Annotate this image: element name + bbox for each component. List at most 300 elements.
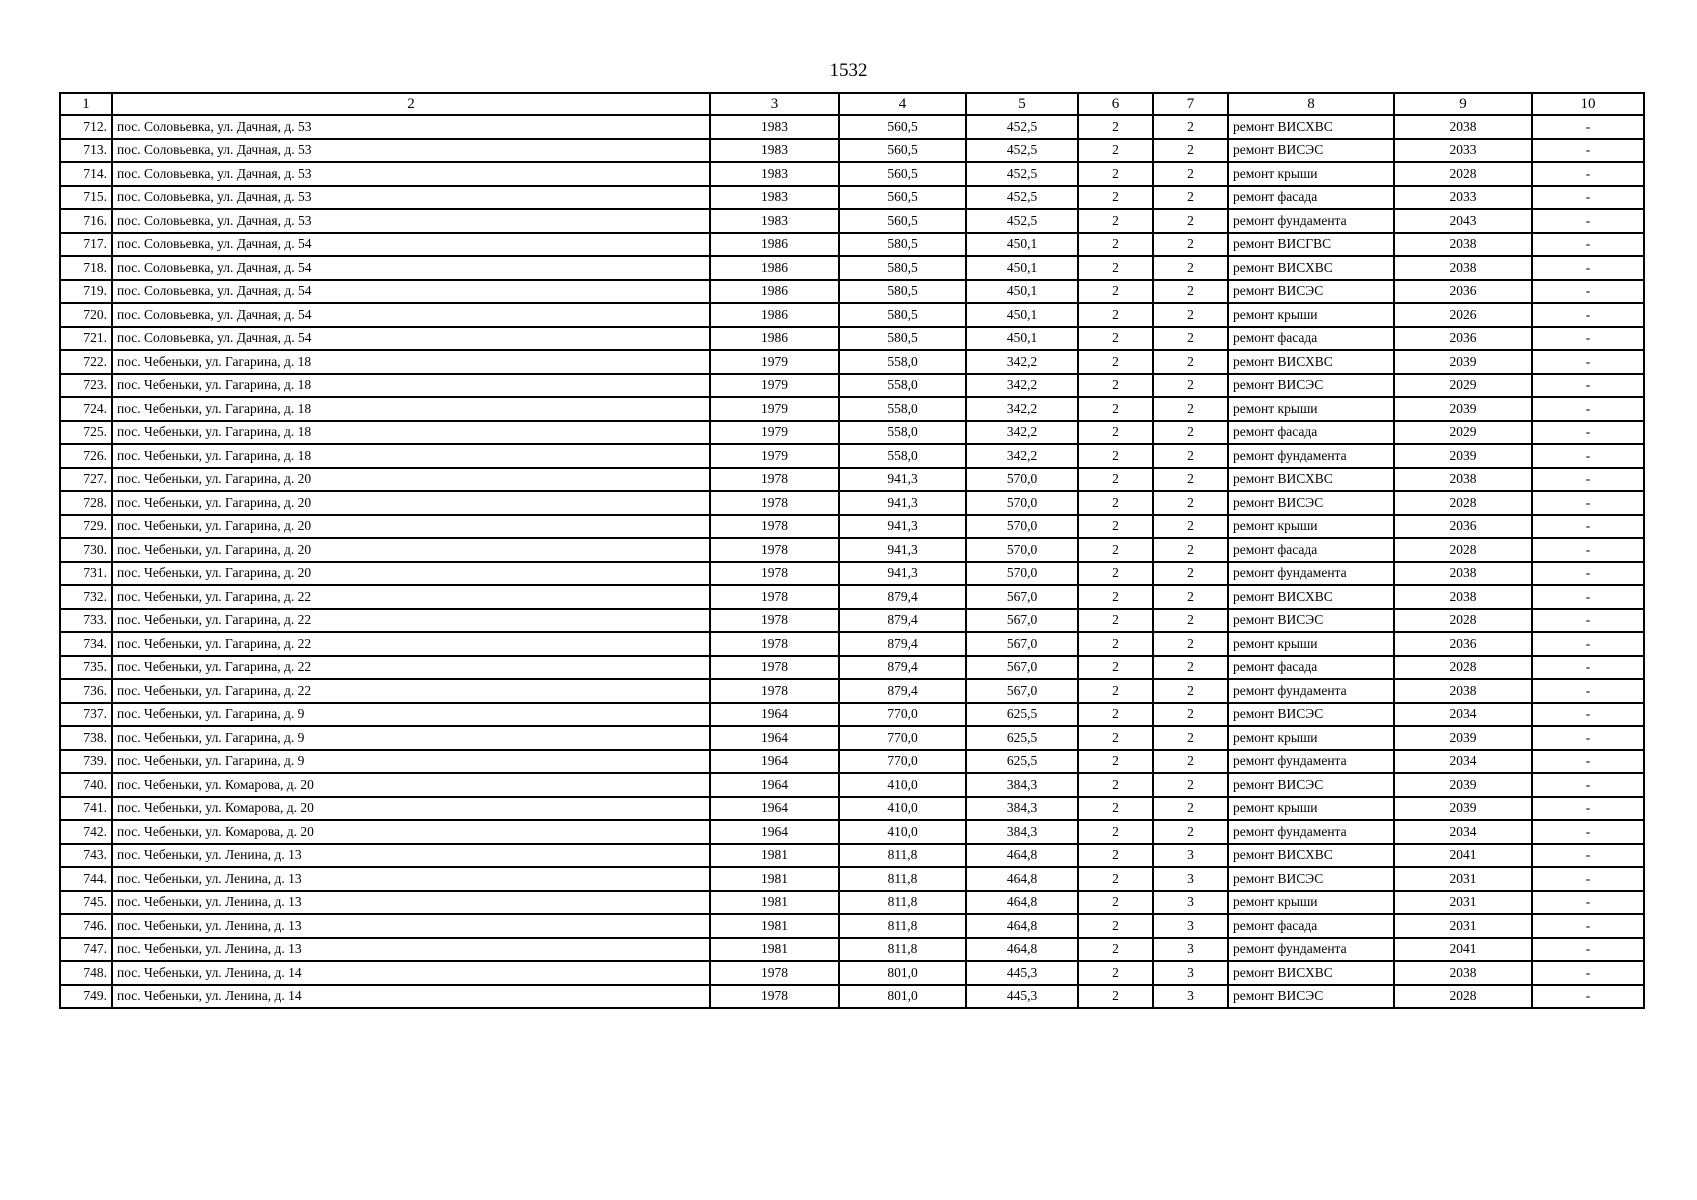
table-row: [60, 280, 1644, 304]
table-row: [60, 609, 1644, 633]
cell-floors: 2: [1078, 350, 1153, 374]
cell-build-year: 1979: [710, 350, 839, 374]
cell-work-type: ремонт фундамента: [1228, 750, 1394, 774]
cell-total-area: 811,8: [839, 914, 966, 938]
cell-build-year: 1978: [710, 468, 839, 492]
table-row: [60, 139, 1644, 163]
cell-planned-year: 2029: [1394, 374, 1532, 398]
table-row: [60, 703, 1644, 727]
cell-work-type: ремонт фасада: [1228, 327, 1394, 351]
cell-build-year: 1978: [710, 961, 839, 985]
cell-floors: 2: [1078, 773, 1153, 797]
cell-planned-year: 2039: [1394, 397, 1532, 421]
cell-row-number: 729.: [60, 515, 112, 539]
cell-address: пос. Чебеньки, ул. Ленина, д. 13: [112, 891, 710, 915]
table-row: [60, 985, 1644, 1009]
cell-planned-year: 2038: [1394, 961, 1532, 985]
cell-note: -: [1532, 256, 1644, 280]
cell-entrances: 2: [1153, 139, 1228, 163]
cell-planned-year: 2038: [1394, 585, 1532, 609]
cell-total-area: 560,5: [839, 186, 966, 210]
cell-row-number: 745.: [60, 891, 112, 915]
column-header-5: 5: [966, 93, 1078, 115]
cell-work-type: ремонт ВИСЭС: [1228, 703, 1394, 727]
cell-build-year: 1981: [710, 844, 839, 868]
cell-living-area: 450,1: [966, 303, 1078, 327]
cell-living-area: 570,0: [966, 491, 1078, 515]
cell-floors: 2: [1078, 538, 1153, 562]
cell-row-number: 717.: [60, 233, 112, 257]
cell-total-area: 811,8: [839, 844, 966, 868]
cell-planned-year: 2028: [1394, 609, 1532, 633]
cell-planned-year: 2031: [1394, 891, 1532, 915]
cell-entrances: 2: [1153, 256, 1228, 280]
cell-work-type: ремонт ВИСХВС: [1228, 961, 1394, 985]
cell-living-area: 342,2: [966, 374, 1078, 398]
cell-living-area: 450,1: [966, 327, 1078, 351]
table-row: [60, 256, 1644, 280]
cell-build-year: 1983: [710, 186, 839, 210]
cell-floors: 2: [1078, 609, 1153, 633]
cell-planned-year: 2039: [1394, 797, 1532, 821]
cell-build-year: 1979: [710, 397, 839, 421]
cell-living-area: 384,3: [966, 773, 1078, 797]
cell-total-area: 941,3: [839, 515, 966, 539]
cell-address: пос. Соловьевка, ул. Дачная, д. 54: [112, 256, 710, 280]
cell-work-type: ремонт фундамента: [1228, 938, 1394, 962]
cell-note: -: [1532, 562, 1644, 586]
cell-total-area: 801,0: [839, 985, 966, 1009]
cell-build-year: 1964: [710, 797, 839, 821]
cell-address: пос. Чебеньки, ул. Гагарина, д. 20: [112, 491, 710, 515]
cell-work-type: ремонт ВИСЭС: [1228, 139, 1394, 163]
cell-living-area: 452,5: [966, 209, 1078, 233]
cell-build-year: 1981: [710, 914, 839, 938]
cell-total-area: 811,8: [839, 938, 966, 962]
cell-total-area: 580,5: [839, 303, 966, 327]
cell-entrances: 2: [1153, 609, 1228, 633]
cell-planned-year: 2028: [1394, 656, 1532, 680]
cell-address: пос. Чебеньки, ул. Гагарина, д. 18: [112, 374, 710, 398]
cell-work-type: ремонт ВИСХВС: [1228, 256, 1394, 280]
cell-floors: 2: [1078, 444, 1153, 468]
cell-floors: 2: [1078, 303, 1153, 327]
cell-floors: 2: [1078, 374, 1153, 398]
cell-floors: 2: [1078, 327, 1153, 351]
cell-floors: 2: [1078, 703, 1153, 727]
cell-living-area: 450,1: [966, 280, 1078, 304]
cell-planned-year: 2038: [1394, 233, 1532, 257]
cell-planned-year: 2043: [1394, 209, 1532, 233]
cell-living-area: 452,5: [966, 115, 1078, 139]
cell-note: -: [1532, 327, 1644, 351]
cell-work-type: ремонт ВИСХВС: [1228, 585, 1394, 609]
cell-address: пос. Соловьевка, ул. Дачная, д. 54: [112, 280, 710, 304]
cell-build-year: 1978: [710, 491, 839, 515]
cell-total-area: 558,0: [839, 397, 966, 421]
cell-row-number: 712.: [60, 115, 112, 139]
cell-planned-year: 2038: [1394, 468, 1532, 492]
table-row: [60, 162, 1644, 186]
cell-entrances: 2: [1153, 209, 1228, 233]
cell-planned-year: 2038: [1394, 115, 1532, 139]
cell-living-area: 464,8: [966, 867, 1078, 891]
table-row: [60, 444, 1644, 468]
cell-note: -: [1532, 397, 1644, 421]
cell-row-number: 713.: [60, 139, 112, 163]
cell-address: пос. Чебеньки, ул. Гагарина, д. 22: [112, 609, 710, 633]
cell-planned-year: 2034: [1394, 820, 1532, 844]
cell-living-area: 384,3: [966, 820, 1078, 844]
cell-floors: 2: [1078, 914, 1153, 938]
cell-row-number: 749.: [60, 985, 112, 1009]
cell-entrances: 2: [1153, 773, 1228, 797]
cell-row-number: 719.: [60, 280, 112, 304]
repair-schedule-table: [59, 92, 1645, 1009]
cell-build-year: 1986: [710, 256, 839, 280]
cell-address: пос. Соловьевка, ул. Дачная, д. 54: [112, 233, 710, 257]
table-row: [60, 115, 1644, 139]
cell-floors: 2: [1078, 491, 1153, 515]
cell-work-type: ремонт ВИСЭС: [1228, 609, 1394, 633]
cell-row-number: 741.: [60, 797, 112, 821]
cell-address: пос. Чебеньки, ул. Гагарина, д. 20: [112, 562, 710, 586]
cell-planned-year: 2041: [1394, 844, 1532, 868]
cell-entrances: 2: [1153, 585, 1228, 609]
cell-total-area: 560,5: [839, 115, 966, 139]
cell-total-area: 580,5: [839, 280, 966, 304]
cell-entrances: 2: [1153, 515, 1228, 539]
cell-planned-year: 2028: [1394, 162, 1532, 186]
column-header-7: 7: [1153, 93, 1228, 115]
cell-build-year: 1978: [710, 985, 839, 1009]
cell-living-area: 452,5: [966, 186, 1078, 210]
cell-entrances: 2: [1153, 632, 1228, 656]
cell-note: -: [1532, 280, 1644, 304]
table-row: [60, 209, 1644, 233]
cell-address: пос. Чебеньки, ул. Ленина, д. 14: [112, 961, 710, 985]
table-row: [60, 914, 1644, 938]
table-row: [60, 773, 1644, 797]
cell-row-number: 715.: [60, 186, 112, 210]
cell-floors: 2: [1078, 115, 1153, 139]
cell-living-area: 342,2: [966, 421, 1078, 445]
cell-entrances: 2: [1153, 726, 1228, 750]
cell-planned-year: 2034: [1394, 703, 1532, 727]
cell-floors: 2: [1078, 256, 1153, 280]
table-row: [60, 468, 1644, 492]
cell-total-area: 558,0: [839, 350, 966, 374]
cell-planned-year: 2028: [1394, 491, 1532, 515]
cell-floors: 2: [1078, 468, 1153, 492]
cell-floors: 2: [1078, 397, 1153, 421]
cell-living-area: 625,5: [966, 750, 1078, 774]
cell-total-area: 410,0: [839, 773, 966, 797]
cell-work-type: ремонт ВИСЭС: [1228, 773, 1394, 797]
cell-living-area: 452,5: [966, 139, 1078, 163]
cell-address: пос. Чебеньки, ул. Гагарина, д. 9: [112, 750, 710, 774]
cell-build-year: 1978: [710, 632, 839, 656]
cell-row-number: 737.: [60, 703, 112, 727]
cell-total-area: 879,4: [839, 632, 966, 656]
cell-entrances: 3: [1153, 867, 1228, 891]
cell-floors: 2: [1078, 844, 1153, 868]
cell-note: -: [1532, 585, 1644, 609]
cell-build-year: 1978: [710, 562, 839, 586]
cell-floors: 2: [1078, 421, 1153, 445]
cell-note: -: [1532, 609, 1644, 633]
cell-total-area: 879,4: [839, 656, 966, 680]
column-header-10: 10: [1532, 93, 1644, 115]
cell-entrances: 3: [1153, 844, 1228, 868]
cell-note: -: [1532, 797, 1644, 821]
cell-build-year: 1981: [710, 938, 839, 962]
cell-build-year: 1964: [710, 726, 839, 750]
table-row: [60, 397, 1644, 421]
cell-work-type: ремонт фасада: [1228, 656, 1394, 680]
cell-entrances: 2: [1153, 162, 1228, 186]
cell-row-number: 725.: [60, 421, 112, 445]
cell-work-type: ремонт фундамента: [1228, 209, 1394, 233]
cell-total-area: 801,0: [839, 961, 966, 985]
cell-entrances: 2: [1153, 327, 1228, 351]
column-header-9: 9: [1394, 93, 1532, 115]
cell-total-area: 558,0: [839, 444, 966, 468]
cell-note: -: [1532, 656, 1644, 680]
cell-floors: 2: [1078, 632, 1153, 656]
cell-floors: 2: [1078, 139, 1153, 163]
cell-work-type: ремонт ВИСЭС: [1228, 374, 1394, 398]
cell-address: пос. Чебеньки, ул. Гагарина, д. 22: [112, 656, 710, 680]
cell-planned-year: 2029: [1394, 421, 1532, 445]
cell-total-area: 558,0: [839, 421, 966, 445]
cell-build-year: 1986: [710, 303, 839, 327]
cell-total-area: 580,5: [839, 256, 966, 280]
cell-entrances: 2: [1153, 679, 1228, 703]
cell-floors: 2: [1078, 515, 1153, 539]
cell-planned-year: 2028: [1394, 538, 1532, 562]
cell-note: -: [1532, 867, 1644, 891]
cell-note: -: [1532, 632, 1644, 656]
cell-planned-year: 2038: [1394, 562, 1532, 586]
cell-row-number: 734.: [60, 632, 112, 656]
cell-address: пос. Соловьевка, ул. Дачная, д. 53: [112, 209, 710, 233]
cell-work-type: ремонт фундамента: [1228, 679, 1394, 703]
table-row: [60, 186, 1644, 210]
cell-planned-year: 2033: [1394, 139, 1532, 163]
cell-address: пос. Чебеньки, ул. Гагарина, д. 18: [112, 421, 710, 445]
cell-note: -: [1532, 703, 1644, 727]
cell-living-area: 567,0: [966, 656, 1078, 680]
cell-planned-year: 2036: [1394, 515, 1532, 539]
cell-address: пос. Соловьевка, ул. Дачная, д. 53: [112, 162, 710, 186]
cell-entrances: 2: [1153, 421, 1228, 445]
cell-work-type: ремонт ВИСГВС: [1228, 233, 1394, 257]
cell-living-area: 342,2: [966, 397, 1078, 421]
cell-entrances: 2: [1153, 280, 1228, 304]
cell-total-area: 558,0: [839, 374, 966, 398]
cell-living-area: 625,5: [966, 703, 1078, 727]
cell-note: -: [1532, 844, 1644, 868]
cell-row-number: 718.: [60, 256, 112, 280]
cell-address: пос. Соловьевка, ул. Дачная, д. 54: [112, 303, 710, 327]
cell-living-area: 567,0: [966, 585, 1078, 609]
cell-planned-year: 2034: [1394, 750, 1532, 774]
cell-living-area: 625,5: [966, 726, 1078, 750]
page-number: 1532: [829, 60, 868, 81]
table-body: [60, 115, 1644, 1008]
cell-floors: 2: [1078, 867, 1153, 891]
cell-living-area: 570,0: [966, 468, 1078, 492]
cell-build-year: 1981: [710, 891, 839, 915]
cell-floors: 2: [1078, 750, 1153, 774]
cell-total-area: 580,5: [839, 233, 966, 257]
cell-work-type: ремонт ВИСХВС: [1228, 115, 1394, 139]
cell-planned-year: 2039: [1394, 444, 1532, 468]
cell-living-area: 567,0: [966, 679, 1078, 703]
cell-row-number: 721.: [60, 327, 112, 351]
table-row: [60, 726, 1644, 750]
cell-entrances: 2: [1153, 703, 1228, 727]
column-header-2: 2: [112, 93, 710, 115]
cell-address: пос. Чебеньки, ул. Ленина, д. 13: [112, 938, 710, 962]
cell-note: -: [1532, 115, 1644, 139]
table-row: [60, 820, 1644, 844]
cell-work-type: ремонт крыши: [1228, 303, 1394, 327]
cell-address: пос. Соловьевка, ул. Дачная, д. 54: [112, 327, 710, 351]
cell-total-area: 811,8: [839, 867, 966, 891]
cell-work-type: ремонт ВИСХВС: [1228, 844, 1394, 868]
cell-planned-year: 2026: [1394, 303, 1532, 327]
cell-address: пос. Чебеньки, ул. Ленина, д. 13: [112, 844, 710, 868]
cell-build-year: 1981: [710, 867, 839, 891]
cell-row-number: 736.: [60, 679, 112, 703]
cell-note: -: [1532, 961, 1644, 985]
cell-entrances: 2: [1153, 233, 1228, 257]
table-row: [60, 562, 1644, 586]
cell-note: -: [1532, 538, 1644, 562]
cell-note: -: [1532, 750, 1644, 774]
cell-planned-year: 2039: [1394, 773, 1532, 797]
cell-work-type: ремонт крыши: [1228, 515, 1394, 539]
cell-living-area: 570,0: [966, 562, 1078, 586]
cell-note: -: [1532, 233, 1644, 257]
cell-living-area: 445,3: [966, 961, 1078, 985]
cell-note: -: [1532, 350, 1644, 374]
cell-address: пос. Чебеньки, ул. Комарова, д. 20: [112, 797, 710, 821]
cell-total-area: 410,0: [839, 797, 966, 821]
cell-entrances: 2: [1153, 491, 1228, 515]
cell-work-type: ремонт ВИСЭС: [1228, 867, 1394, 891]
cell-note: -: [1532, 374, 1644, 398]
cell-address: пос. Чебеньки, ул. Гагарина, д. 22: [112, 679, 710, 703]
table-row: [60, 797, 1644, 821]
cell-floors: 2: [1078, 585, 1153, 609]
cell-note: -: [1532, 186, 1644, 210]
cell-note: -: [1532, 938, 1644, 962]
cell-work-type: ремонт фасада: [1228, 186, 1394, 210]
table-row: [60, 844, 1644, 868]
cell-entrances: 3: [1153, 961, 1228, 985]
cell-address: пос. Чебеньки, ул. Гагарина, д. 18: [112, 397, 710, 421]
cell-planned-year: 2033: [1394, 186, 1532, 210]
cell-address: пос. Соловьевка, ул. Дачная, д. 53: [112, 115, 710, 139]
cell-address: пос. Чебеньки, ул. Гагарина, д. 22: [112, 585, 710, 609]
cell-row-number: 743.: [60, 844, 112, 868]
table-row: [60, 303, 1644, 327]
cell-total-area: 879,4: [839, 609, 966, 633]
cell-build-year: 1978: [710, 679, 839, 703]
cell-total-area: 770,0: [839, 750, 966, 774]
cell-build-year: 1983: [710, 139, 839, 163]
cell-row-number: 716.: [60, 209, 112, 233]
cell-floors: 2: [1078, 961, 1153, 985]
cell-living-area: 570,0: [966, 538, 1078, 562]
cell-planned-year: 2038: [1394, 256, 1532, 280]
cell-build-year: 1978: [710, 656, 839, 680]
cell-build-year: 1964: [710, 703, 839, 727]
cell-note: -: [1532, 985, 1644, 1009]
column-header-8: 8: [1228, 93, 1394, 115]
cell-build-year: 1983: [710, 115, 839, 139]
cell-work-type: ремонт крыши: [1228, 397, 1394, 421]
cell-total-area: 770,0: [839, 726, 966, 750]
cell-row-number: 742.: [60, 820, 112, 844]
cell-entrances: 2: [1153, 444, 1228, 468]
cell-build-year: 1964: [710, 773, 839, 797]
table-row: [60, 350, 1644, 374]
cell-planned-year: 2039: [1394, 726, 1532, 750]
cell-note: -: [1532, 139, 1644, 163]
cell-work-type: ремонт ВИСЭС: [1228, 280, 1394, 304]
cell-address: пос. Чебеньки, ул. Гагарина, д. 18: [112, 444, 710, 468]
cell-entrances: 2: [1153, 186, 1228, 210]
table-row: [60, 585, 1644, 609]
cell-address: пос. Чебеньки, ул. Ленина, д. 13: [112, 867, 710, 891]
cell-living-area: 384,3: [966, 797, 1078, 821]
cell-floors: 2: [1078, 233, 1153, 257]
cell-row-number: 726.: [60, 444, 112, 468]
table-row: [60, 421, 1644, 445]
cell-address: пос. Чебеньки, ул. Комарова, д. 20: [112, 773, 710, 797]
cell-address: пос. Соловьевка, ул. Дачная, д. 53: [112, 186, 710, 210]
cell-planned-year: 2028: [1394, 985, 1532, 1009]
cell-living-area: 570,0: [966, 515, 1078, 539]
cell-address: пос. Чебеньки, ул. Гагарина, д. 20: [112, 515, 710, 539]
cell-row-number: 720.: [60, 303, 112, 327]
cell-living-area: 450,1: [966, 233, 1078, 257]
cell-address: пос. Чебеньки, ул. Гагарина, д. 20: [112, 538, 710, 562]
cell-note: -: [1532, 726, 1644, 750]
table-row: [60, 233, 1644, 257]
cell-entrances: 3: [1153, 891, 1228, 915]
cell-entrances: 2: [1153, 397, 1228, 421]
table-row: [60, 750, 1644, 774]
cell-entrances: 2: [1153, 562, 1228, 586]
cell-note: -: [1532, 421, 1644, 445]
cell-build-year: 1979: [710, 421, 839, 445]
cell-planned-year: 2041: [1394, 938, 1532, 962]
cell-row-number: 723.: [60, 374, 112, 398]
cell-note: -: [1532, 914, 1644, 938]
cell-living-area: 567,0: [966, 609, 1078, 633]
cell-row-number: 728.: [60, 491, 112, 515]
cell-floors: 2: [1078, 891, 1153, 915]
table-row: [60, 374, 1644, 398]
cell-note: -: [1532, 303, 1644, 327]
cell-address: пос. Чебеньки, ул. Гагарина, д. 20: [112, 468, 710, 492]
table-row: [60, 538, 1644, 562]
